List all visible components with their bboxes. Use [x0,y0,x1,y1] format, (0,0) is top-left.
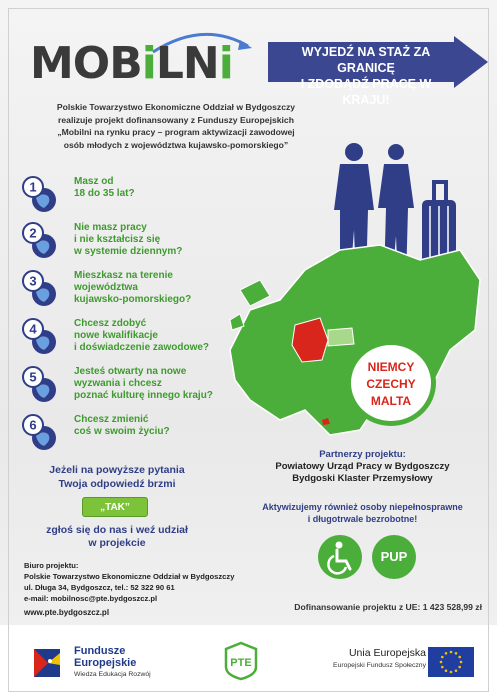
europe-map [210,230,490,460]
partners-section [250,449,475,485]
banner-line-1: WYJEDŹ NA STAŻ ZA GRANICĘ [301,45,431,75]
question-text: poznać kulturę innego kraju? [74,390,213,401]
office-line: Polskie Towarzystwo Ekonomiczne Oddział w Bydgoszczy [24,572,235,581]
number-badge [22,318,44,342]
banner-line-2: I ZDOBĄDŹ PRACĘ W KRAJU! [300,77,432,107]
activation-line: Aktywizujemy również osoby niepełnosprawne [262,502,463,512]
number-badge [22,176,44,200]
question-text: Chcesz zmienić [74,414,149,425]
ue-subtitle: Europejski Fundusz Społeczny [333,662,426,669]
country-name: CZECHY [366,377,416,391]
pte-logo [224,641,258,681]
fe-title: Fundusze [74,645,126,657]
question-text: województwa [74,282,138,293]
office-heading: Biuro projektu: [24,561,79,570]
countries-badge [346,340,436,426]
question-text: i nie kształcisz się [74,234,161,245]
number-badge [22,222,44,246]
number-badge [22,270,44,294]
call-line: zgłoś się do nas i weź udział [46,524,188,536]
office-line: ul. Długa 34, Bydgoszcz, tel.: 52 322 90 61 [24,583,175,592]
activation-note [250,501,475,525]
office-email[interactable]: e-mail: mobilnosc@pte.bydgoszcz.pl [24,594,158,603]
svg-text:1: 1 [29,179,37,195]
wheelchair-icon [318,535,362,579]
call-line: Jeżeli na powyższe pytania [49,464,185,476]
intro-line: osób młodych z województwa kujawsko-pomorskiego” [63,139,289,150]
question-text: Masz od [74,176,114,187]
funding-amount: Dofinansowanie projektu z UE: 1 423 528,99 zł [294,602,482,612]
svg-text:3: 3 [29,273,37,289]
svg-text:2: 2 [29,225,37,241]
question-text: Jesteś otwarty na nowe [74,366,187,377]
svg-text:5: 5 [29,369,37,385]
svg-text:PTE: PTE [230,657,252,669]
country-name: NIEMCY [367,360,415,374]
logo-wordmark: MOBiLNi [30,38,233,89]
question-text: nowe kwalifikacje [74,330,158,341]
question-text: Nie masz pracy [74,222,147,233]
svg-text:6: 6 [29,417,37,433]
eu-flag-icon [428,647,474,677]
question-1 [22,176,242,216]
question-text: Chcesz zdobyć [74,318,147,329]
call-line: Twoja odpowiedź brzmi [58,478,176,490]
number-badge [22,414,44,438]
fe-emblem-icon [30,645,66,681]
fundusze-europejskie-logo [30,645,180,685]
ue-title: Unia Europejska [348,647,426,659]
call-line: w projekcie [88,537,146,549]
question-2 [22,222,242,262]
tak-badge: „TAK” [82,497,148,517]
fe-subtitle: Wiedza Edukacja Rozwój [74,671,151,678]
intro-line: Polskie Towarzystwo Ekonomiczne Oddział w Bydgoszczy [56,102,296,112]
fe-title: Europejskie [74,657,137,669]
intro-text [26,101,326,151]
office-website-link[interactable]: www.pte.bydgoszcz.pl [24,608,110,617]
partners-heading: Partnerzy projektu: [319,449,406,460]
number-badge [22,366,44,390]
question-4 [22,318,242,358]
question-text: kujawsko-pomorskiego? [74,294,192,305]
call-to-action [22,463,212,491]
intro-line: „Mobilni na rynku pracy – program aktywizacji zawodowej [57,127,295,137]
question-text: coś w swoim życiu? [74,426,170,437]
question-text: i doświadczenie zawodowe? [74,342,210,353]
question-5 [22,366,242,406]
question-3 [22,270,242,310]
country-name: MALTA [370,394,412,408]
call-to-action-2 [22,524,212,550]
footer-logos [0,625,497,700]
question-text: Mieszkasz na terenie [74,270,173,281]
partner-name: Bydgoski Klaster Przemysłowy [292,473,433,484]
question-6 [22,414,242,454]
activation-line: i długotrwale bezrobotne! [307,514,418,524]
pup-logo: PUP [372,535,416,579]
mobilni-logo [30,30,260,90]
intro-line: realizuje projekt dofinansowany z Funduszy Europejskich [58,114,294,125]
headline-banner [268,36,488,107]
question-text: w systemie dziennym? [74,246,183,257]
partner-name: Powiatowy Urząd Pracy w Bydgoszczy [275,461,450,472]
ue-logo [318,647,478,687]
question-text: 18 do 35 lat? [74,188,135,199]
project-office [24,560,264,618]
question-text: wyzwania i chcesz [74,378,162,389]
svg-text:4: 4 [29,321,37,337]
